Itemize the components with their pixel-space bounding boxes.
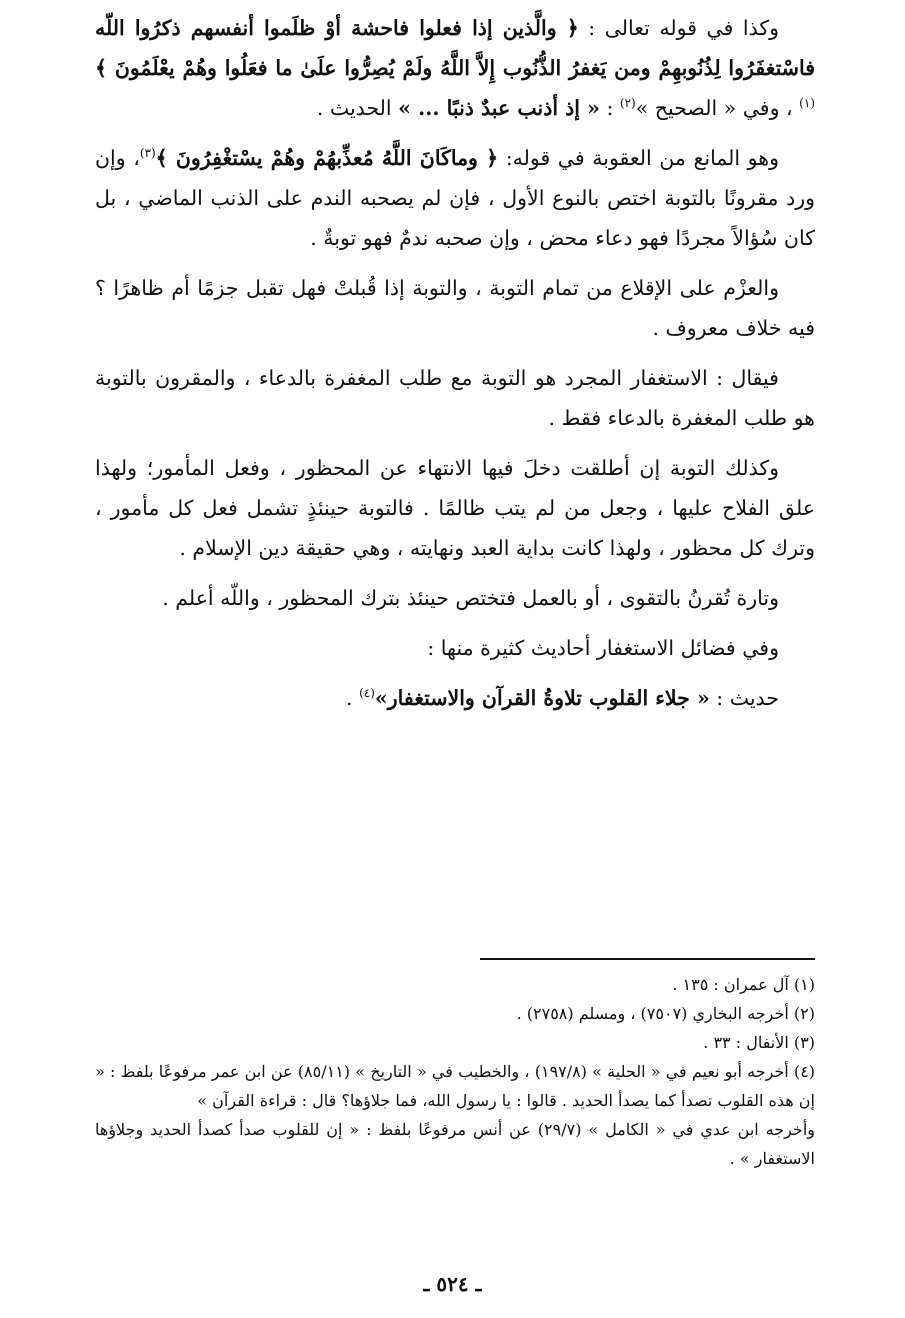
footnotes	[95, 970, 815, 1173]
text-run: فيقال : الاستغفار المجرد هو التوبة مع طلب المغفرة بالدعاء ، والمقرون بالتوبة هو طلب المغفرة بالدعاء فقط .	[95, 366, 815, 430]
main-text	[95, 8, 815, 728]
footnote-marker: (٤)	[359, 686, 375, 701]
text-run: .	[346, 686, 360, 710]
footnote-divider	[480, 958, 815, 960]
footnote-marker: (١)	[799, 96, 815, 111]
paragraph	[95, 358, 815, 438]
text-run: :	[599, 96, 620, 120]
paragraph	[95, 268, 815, 348]
footnote-text: الأنفال : ٣٣ .	[703, 1033, 789, 1052]
text-run: حديث :	[709, 686, 779, 710]
footnote-text: وأخرجه ابن عدي في « الكامل » (٢٩/٧) عن أنس مرفوعًا بلفظ : « إن للقلوب صدأ كصدأ الحديد وجلاؤها الاستغفار » .	[95, 1120, 815, 1168]
page-number: ـ ٥٢٤ ـ	[423, 1272, 482, 1296]
quoted-text: ﴿ وماكَانَ اللَّهُ مُعذِّبهُمْ وهُمْ يسْتغْفِرُونَ ﴾	[155, 146, 499, 170]
paragraph	[95, 578, 815, 618]
quoted-text: « جلاء القلوب تلاوةُ القرآن والاستغفار»	[374, 686, 710, 710]
footnote-marker: (٢)	[619, 96, 636, 111]
footnote	[95, 1057, 815, 1115]
paragraph	[95, 678, 815, 718]
text-run: ، وفي « الصحيح »	[635, 96, 800, 120]
footnote	[95, 999, 815, 1028]
footnote-marker: (٣)	[139, 146, 156, 161]
footnote-label: (٣)	[788, 1033, 815, 1052]
footnote-text: أخرجه أبو نعيم في « الحلية » (١٩٧/٨) ، والخطيب في « التاريخ » (٨٥/١١) عن ابن عمر مرفوعًا بلفظ : « إن هذه القلوب تصدأ كما يصدأ الحديد . قالوا : يا رسول الله، فما جلاؤها؟ قال : قراءة القرآن »	[95, 1062, 815, 1110]
paragraph	[95, 138, 815, 258]
footnote-label: (٤)	[788, 1062, 816, 1081]
paragraph	[95, 8, 815, 128]
text-run: وكذلك التوبة إن أطلقت دخلَ فيها الانتهاء عن المحظور ، وفعل المأمور؛ ولهذا علق الفلاح عليها ، وجعل من لم يتب ظالمًا . فالتوبة حينئذٍ تشمل فعل كل مأمور ، وترك كل محظور ، ولهذا كانت بداية العبد ونهايته ، وهي حقيقة دين الإسلام .	[95, 456, 815, 560]
text-run: وكذا في قوله تعالى :	[578, 16, 780, 40]
footnote-text: آل عمران : ١٣٥ .	[672, 975, 789, 994]
footnote	[95, 970, 815, 999]
quoted-text: ﴿ والَّذين إذا فعلوا فاحشة أوْ ظلَموا أنفسهم ذكرُوا اللّه فاسْتغفَرُوا لِذُنُوبهِمْ ومن يَغفرُ الذُّنُوب إِلاَّ اللَّهُ ولَمْ يُصِرُّوا علَىٰ ما فعَلُوا وهُمْ يعْلَمُونَ ﴾	[95, 16, 815, 80]
paragraph	[95, 448, 815, 568]
text-run: وتارة تُقرنُ بالتقوى ، أو بالعمل فتختص حينئذ بترك المحظور ، واللّه أعلم .	[162, 586, 779, 610]
text-run: والعزْم على الإقلاع من تمام التوبة ، والتوبة إذا قُبلتْ فهل تقبل جزمًا أم ظاهرًا ؟ فيه خلاف معروف .	[95, 276, 815, 340]
footnote-label: (١)	[788, 975, 815, 994]
footnote-label: (٢)	[788, 1004, 815, 1023]
footnote-text: أخرجه البخاري (٧٥٠٧) ، ومسلم (٢٧٥٨) .	[516, 1004, 789, 1023]
text-run: وفي فضائل الاستغفار أحاديث كثيرة منها :	[427, 636, 779, 660]
footnote	[95, 1028, 815, 1057]
text-run: ، وإن ورد مقرونًا بالتوبة اختص بالنوع الأول ، فإن لم يصحبه الندم على الذنب الماضي ، بل كان سُؤالاً مجردًا فهو دعاء محض ، وإن صحبه ندمٌ فهو توبةٌ .	[95, 146, 815, 250]
quoted-text: « إذ أذنب عبدٌ ذنبًا ... »	[398, 96, 600, 120]
text-run: الحديث .	[316, 96, 399, 120]
footnote	[95, 1115, 815, 1173]
text-run: وهو المانع من العقوبة في قوله:	[498, 146, 779, 170]
paragraph	[95, 628, 815, 668]
